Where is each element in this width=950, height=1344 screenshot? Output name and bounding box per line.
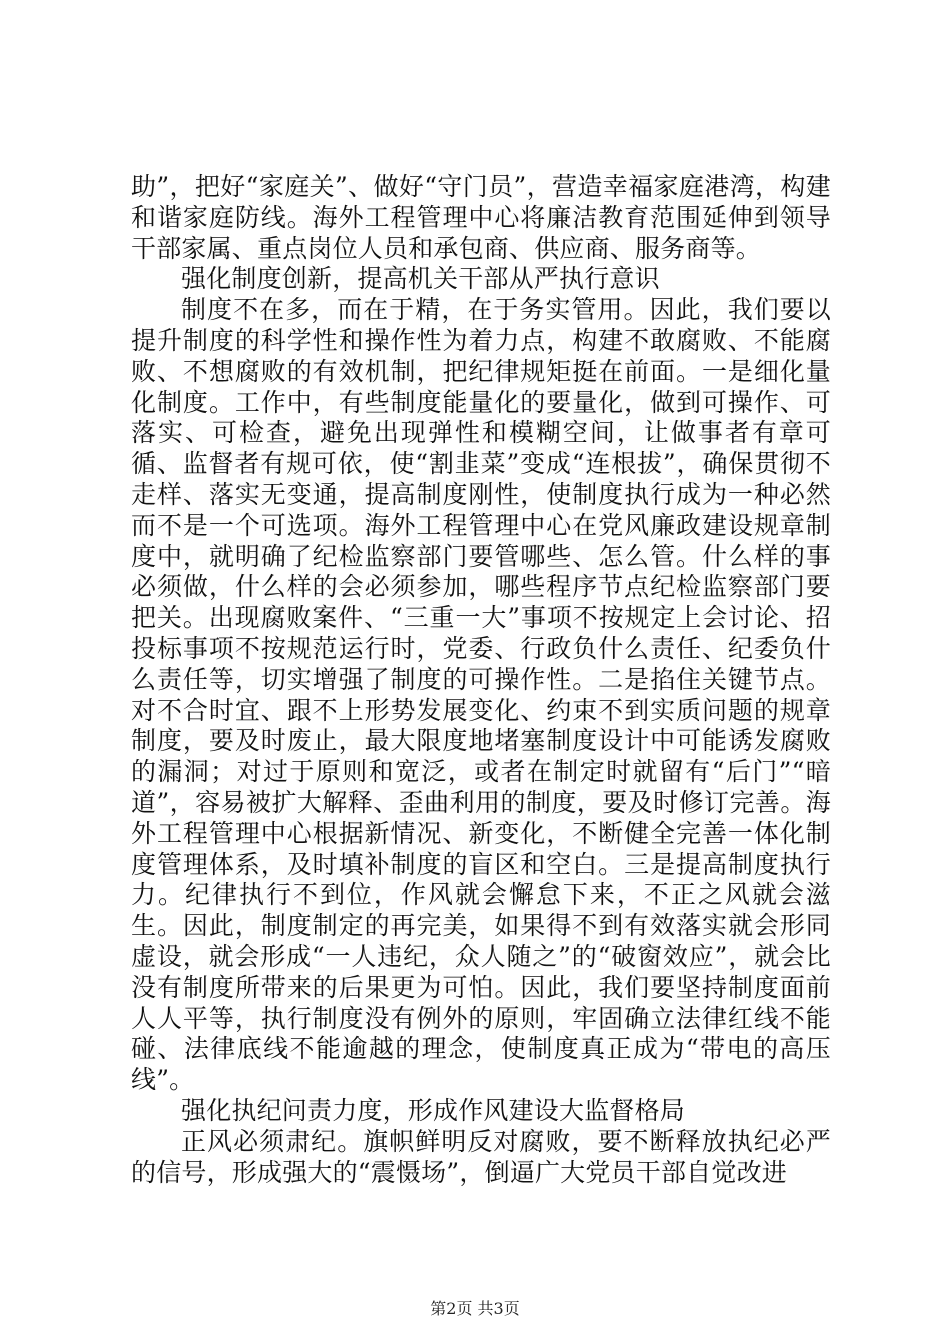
body-paragraph-system-innovation: 制度不在多，而在于精，在于务实管用。因此，我们要以提升制度的科学性和操作性为着力点，构建不敢腐败、不能腐败、不想腐败的有效机制，把纪律规矩挺在前面。一是细化量化制度。工作中，有些制度能量化的要量化，做到可操作、可落实、可检查，避免出现弹性和模糊空间，让做事者有章可循、监督者有规可依，使“割韭菜”变成“连根拔”，确保贯彻不走样、落实无变通，提高制度刚性，使制度执行成为一种必然而不是一个可选项。海外工程管理中心在党风廉政建设规章制度中，就明确了纪检监察部门要管哪些、怎么管。什么样的事必须做，什么样的会必须参加，哪些程序节点纪检监察部门要把关。出现腐败案件、“三重一大”事项不按规定上会讨论、招投标事项不按规范运行时，党委、行政负什么责任、纪委负什么责任等，切实增强了制度的可操作性。二是掐住关键节点。对不合时宜、跟不上形势发展变化、约束不到实质问题的规章制度，要及时废止，最大限度地堵塞制度设计中可能诱发腐败的漏洞；对过于原则和宽泛，或者在制定时就留有“后门”“暗道”，容易被扩大解释、歪曲利用的制度，要及时修订完善。海外工程管理中心根据新情况、新变化，不断健全完善一体化制度管理体系，及时填补制度的盲区和空白。三是提高制度执行力。纪律执行不到位，作风就会懈怠下来，不正之风就会滋生。因此，制度制定的再完美，如果得不到有效落实就会形同虚设，就会形成“一人违纪，众人随之”的“破窗效应”，就会比没有制度所带来的后果更为可怕。因此，我们要坚持制度面前人人平等，执行制度没有例外的原则，牢固确立法律红线不能碰、法律底线不能逾越的理念，使制度真正成为“带电的高压线”。	[131, 295, 831, 1095]
continuation-paragraph: 助”，把好“家庭关”、做好“守门员”，营造幸福家庭港湾，构建和谐家庭防线。海外工程管理中心将廉洁教育范围延伸到领导干部家属、重点岗位人员和承包商、供应商、服务商等。	[131, 172, 831, 263]
section-heading-system-innovation: 强化制度创新，提高机关干部从严执行意识	[181, 264, 660, 294]
section-heading-accountability: 强化执纪问责力度，形成作风建设大监督格局	[181, 1095, 686, 1125]
page-footer: 第2页 共3页	[430, 1299, 520, 1318]
document-body	[131, 172, 831, 1188]
body-paragraph-accountability: 正风必须肃纪。旗帜鲜明反对腐败，要不断释放执纪必严的信号，形成强大的“震慑场”，倒逼广大党员干部自觉改进	[131, 1126, 831, 1187]
